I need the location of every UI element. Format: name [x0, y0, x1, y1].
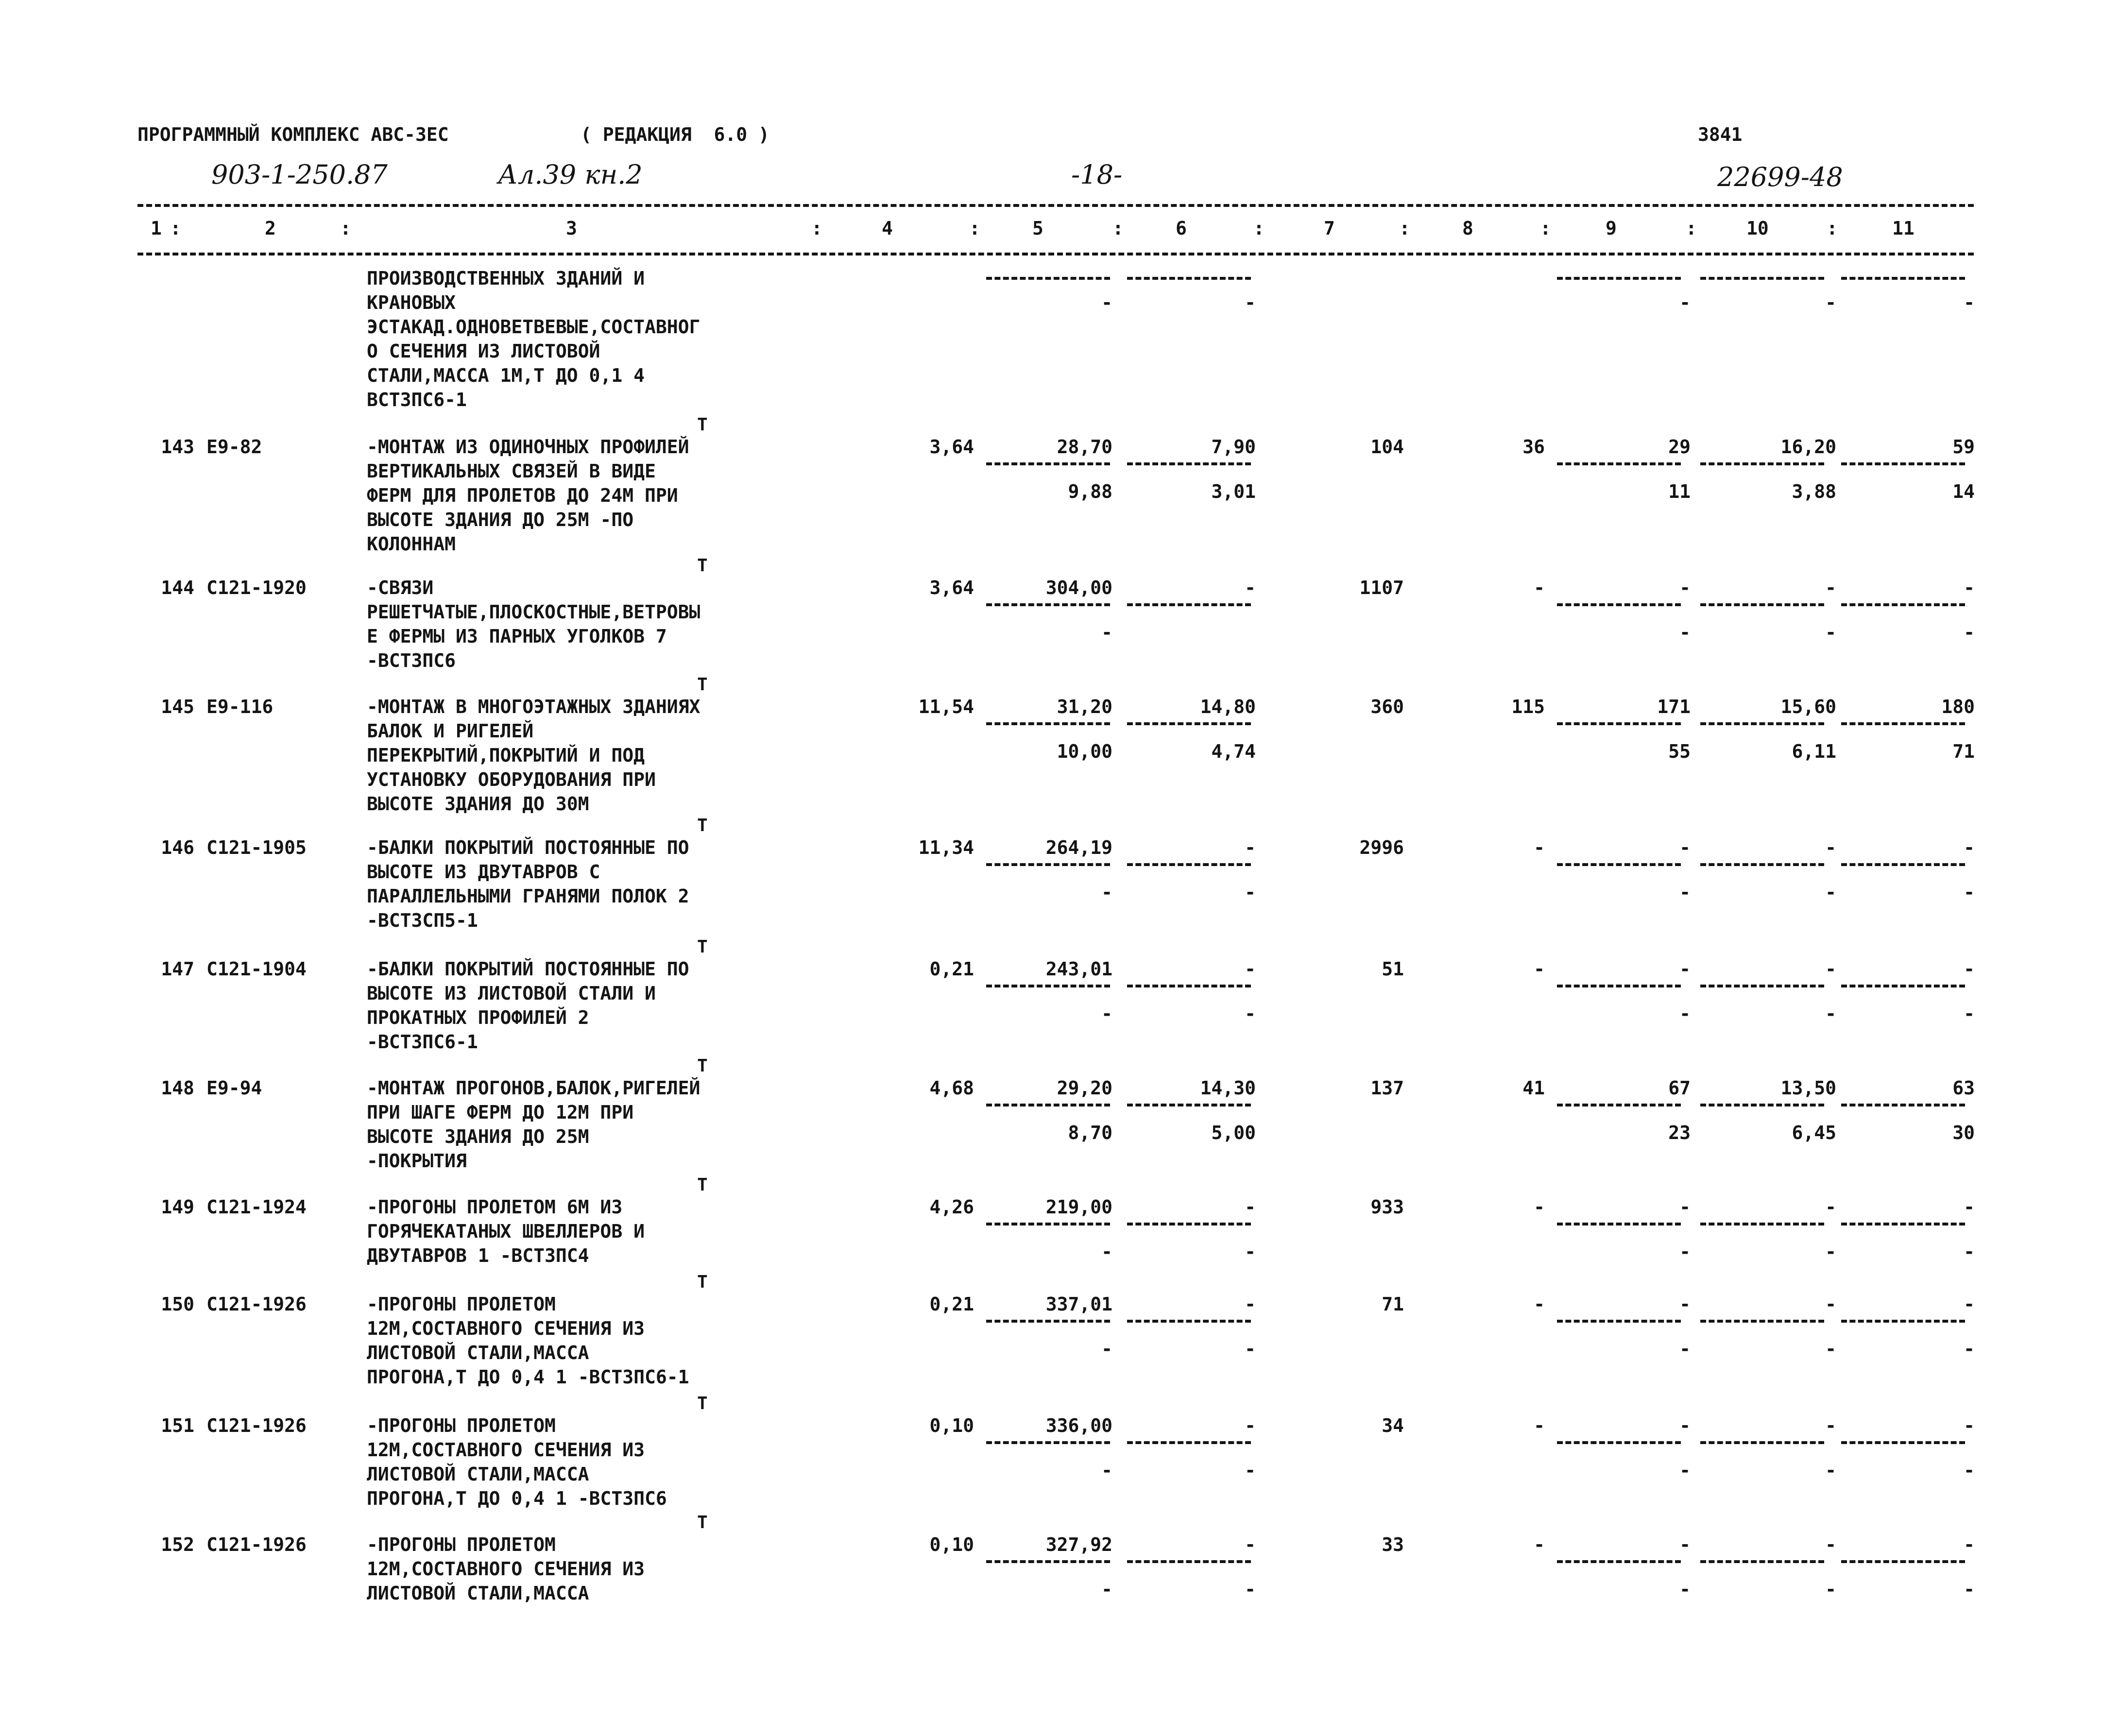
value-c8: - [1534, 837, 1545, 858]
row-number: 148 [161, 1077, 194, 1099]
rule-col6 [1127, 1441, 1251, 1444]
rule-col5 [986, 1320, 1110, 1323]
rule-col5 [986, 1223, 1110, 1225]
value-c9: - [1679, 1196, 1691, 1218]
row-code: Е9-94 [206, 1077, 262, 1099]
rule-col9 [1557, 603, 1681, 606]
column-number: 1 [151, 218, 162, 239]
rule-col9 [1557, 1223, 1681, 1225]
value-c10-second: 6,45 [1792, 1122, 1836, 1143]
value-c6: - [1245, 837, 1256, 858]
description-line: О СЕЧЕНИЯ ИЗ ЛИСТОВОЙ [367, 340, 600, 362]
column-number: 9 [1606, 218, 1617, 239]
rule-col11 [1841, 462, 1965, 465]
value-c6-second: 5,00 [1211, 1122, 1256, 1143]
value-c10: - [1825, 1415, 1836, 1436]
row-description-line: -БАЛКИ ПОКРЫТИЙ ПОСТОЯННЫЕ ПО [367, 958, 689, 980]
t-marker: Т [697, 415, 708, 435]
value-c5: 219,00 [1045, 1196, 1112, 1218]
row-code: С121-1920 [206, 577, 307, 598]
row-description-line: ПАРАЛЛЕЛЬНЫМИ ГРАНЯМИ ПОЛОК 2 [367, 885, 689, 907]
value-c11-second: - [1964, 1579, 1975, 1600]
row-number: 146 [161, 837, 194, 858]
value-c9-second: - [1679, 1241, 1691, 1262]
rule-col10 [1700, 1560, 1824, 1563]
t-marker: Т [697, 937, 708, 957]
rule-col6 [1127, 277, 1251, 280]
value-c9-second: - [1679, 622, 1691, 643]
value-c6-second: - [1245, 1579, 1256, 1600]
value-c8: - [1534, 1293, 1545, 1315]
row-description-line: Е ФЕРМЫ ИЗ ПАРНЫХ УГОЛКОВ 7 [367, 626, 667, 647]
value-c6-second: - [1245, 1460, 1256, 1481]
value-c9-second: 23 [1668, 1122, 1691, 1143]
row-description-line: -ПРОГОНЫ ПРОЛЕТОМ [367, 1293, 556, 1315]
value-c4: 0,21 [929, 958, 974, 980]
rule-col5 [986, 1560, 1110, 1563]
column-number: 2 [265, 218, 276, 239]
row-description-line: ВЫСОТЕ ЗДАНИЯ ДО 25М -ПО [367, 509, 634, 530]
value-c9: 67 [1668, 1077, 1691, 1099]
value-c11: 180 [1941, 696, 1975, 717]
value-c4: 4,68 [929, 1077, 974, 1099]
value-c8: 36 [1522, 436, 1545, 458]
value-c10-second: - [1825, 1241, 1836, 1262]
t-marker: Т [697, 1394, 708, 1413]
value-c11: - [1964, 837, 1975, 858]
value-c11: 59 [1952, 436, 1975, 458]
page-code: 3841 [1698, 124, 1743, 145]
row-description-line: БАЛОК И РИГЕЛЕЙ [367, 720, 534, 742]
row-description-line: 12М,СОСТАВНОГО СЕЧЕНИЯ ИЗ [367, 1318, 645, 1339]
rule-col9 [1557, 985, 1681, 987]
value-c6-second: - [1245, 1003, 1256, 1024]
value-c5: 31,20 [1057, 696, 1112, 717]
rule-col5 [986, 462, 1110, 465]
value-c4: 0,10 [929, 1534, 974, 1555]
value-c8: 41 [1522, 1077, 1545, 1099]
value-c9-second: 55 [1668, 741, 1691, 762]
row-number: 145 [161, 696, 194, 717]
rule-col11 [1841, 985, 1965, 987]
value-c8: - [1534, 958, 1545, 980]
t-marker: Т [697, 1272, 708, 1292]
column-number: 8 [1462, 218, 1473, 239]
row-description-line: ДВУТАВРОВ 1 -ВСТ3ПС4 [367, 1245, 589, 1266]
row-description-line: ВЫСОТЕ ЗДАНИЯ ДО 30М [367, 793, 589, 815]
t-marker: Т [697, 816, 708, 835]
value-c5: 327,92 [1045, 1534, 1112, 1555]
column-number: 6 [1176, 218, 1187, 239]
value-c10-second: - [1825, 882, 1836, 903]
rule-col6 [1127, 1223, 1251, 1225]
row-number: 152 [161, 1534, 194, 1555]
row-description-line: ВЫСОТЕ ИЗ ДВУТАВРОВ С [367, 861, 600, 883]
value-c8: - [1534, 577, 1545, 598]
rule-col5 [986, 1441, 1110, 1444]
row-description-line: -МОНТАЖ ИЗ ОДИНОЧНЫХ ПРОФИЛЕЙ [367, 436, 689, 458]
page-number: -18- [1071, 159, 1123, 190]
rule-col11 [1841, 277, 1965, 280]
rule-col5 [986, 277, 1110, 280]
rule-col10 [1700, 603, 1824, 606]
value-c6: - [1245, 1415, 1256, 1436]
value-c9-second: 11 [1668, 481, 1691, 502]
value-c10-second: - [1825, 1003, 1836, 1024]
value-c4: 0,21 [929, 1293, 974, 1315]
description-line: ПРОИЗВОДСТВЕННЫХ ЗДАНИЙ И [367, 268, 645, 289]
value-c6: 14,30 [1200, 1077, 1256, 1099]
rule-col10 [1700, 863, 1824, 866]
value-c4: 11,34 [918, 837, 974, 858]
value-c10: 13,50 [1780, 1077, 1836, 1099]
value-c4: 3,64 [929, 436, 974, 458]
t-marker: Т [697, 1175, 708, 1195]
value-c6-second: - [1245, 882, 1256, 903]
value-c9-second: - [1679, 1338, 1691, 1360]
value-c8: 115 [1511, 696, 1545, 717]
value-dash: - [1679, 292, 1691, 313]
row-description-line: ПЕРЕКРЫТИЙ,ПОКРЫТИЙ И ПОД [367, 745, 645, 766]
value-c11-second: - [1964, 1241, 1975, 1262]
value-c5-second: - [1101, 1460, 1112, 1481]
row-description-line: ГОРЯЧЕКАТАНЫХ ШВЕЛЛЕРОВ И [367, 1221, 645, 1242]
column-separator: : [1540, 218, 1551, 239]
value-c10-second: - [1825, 1460, 1836, 1481]
value-c10-second: - [1825, 622, 1836, 643]
rule-col10 [1700, 1441, 1824, 1444]
value-c4: 4,26 [929, 1196, 974, 1218]
value-c5-second: - [1101, 622, 1112, 643]
rule-col6 [1127, 722, 1251, 725]
value-c7: 2996 [1359, 837, 1404, 858]
value-c4: 3,64 [929, 577, 974, 598]
value-c9: - [1679, 958, 1691, 980]
row-description-line: 12М,СОСТАВНОГО СЕЧЕНИЯ ИЗ [367, 1439, 645, 1461]
rule-col6 [1127, 603, 1251, 606]
value-c10-second: 6,11 [1792, 741, 1836, 762]
value-c6: 14,80 [1200, 696, 1256, 717]
value-c11: - [1964, 958, 1975, 980]
row-description-line: ПРОГОНА,Т ДО 0,4 1 -ВСТ3ПС6 [367, 1488, 667, 1509]
value-c11-second: - [1964, 622, 1975, 643]
t-marker: Т [697, 556, 708, 576]
value-c11-second: 71 [1952, 741, 1975, 762]
value-c9: - [1679, 1293, 1691, 1315]
value-c9: - [1679, 1534, 1691, 1555]
value-c5: 28,70 [1057, 436, 1112, 458]
row-number: 143 [161, 436, 194, 458]
value-c4: 0,10 [929, 1415, 974, 1436]
value-c7: 33 [1382, 1534, 1404, 1555]
rule-col5 [986, 603, 1110, 606]
column-separator: : [1399, 218, 1410, 239]
row-description-line: -ВСТ3ПС6 [367, 650, 456, 671]
rule-col11 [1841, 863, 1965, 866]
row-number: 147 [161, 958, 194, 980]
row-description-line: -БАЛКИ ПОКРЫТИЙ ПОСТОЯННЫЕ ПО [367, 837, 689, 858]
value-c5-second: 8,70 [1068, 1122, 1112, 1143]
value-c9: 171 [1657, 696, 1691, 717]
value-c10: - [1825, 1293, 1836, 1315]
value-c11: - [1964, 1415, 1975, 1436]
description-line: СТАЛИ,МАССА 1М,Т ДО 0,1 4 [367, 365, 645, 386]
row-description-line: -МОНТАЖ В МНОГОЭТАЖНЫХ ЗДАНИЯХ [367, 696, 701, 717]
rule-col10 [1700, 462, 1824, 465]
value-c10: 15,60 [1780, 696, 1836, 717]
value-c6: - [1245, 1293, 1256, 1315]
rule-col10 [1700, 1320, 1824, 1323]
rule-col9 [1557, 1560, 1681, 1563]
rule-col6 [1127, 462, 1251, 465]
row-description-line: КОЛОННАМ [367, 533, 456, 555]
program-title: ПРОГРАММНЫЙ КОМПЛЕКС АВС-3ЕС [137, 124, 449, 145]
value-c7: 104 [1370, 436, 1404, 458]
value-c7: 71 [1382, 1293, 1404, 1315]
value-c10-second: - [1825, 1579, 1836, 1600]
value-c11-second: - [1964, 1003, 1975, 1024]
t-marker: Т [697, 1513, 708, 1532]
album-reference: Ал.39 кн.2 [498, 159, 643, 190]
value-c6-second: - [1245, 1338, 1256, 1360]
value-c9: - [1679, 1415, 1691, 1436]
rule-col9 [1557, 277, 1681, 280]
row-description-line: -ПРОГОНЫ ПРОЛЕТОМ [367, 1534, 556, 1555]
rule-col10 [1700, 1223, 1824, 1225]
header-rule-top [137, 204, 1974, 207]
value-c11: - [1964, 1196, 1975, 1218]
value-c5: 304,00 [1045, 577, 1112, 598]
value-c6: - [1245, 1534, 1256, 1555]
value-c11: 63 [1952, 1077, 1975, 1099]
row-description-line: ЛИСТОВОЙ СТАЛИ,МАССА [367, 1342, 589, 1363]
value-c6-second: - [1245, 1241, 1256, 1262]
value-c8: - [1534, 1415, 1545, 1436]
value-c6-second: 4,74 [1211, 741, 1256, 762]
value-c5: 336,00 [1045, 1415, 1112, 1436]
row-number: 144 [161, 577, 194, 598]
value-c11: - [1964, 1534, 1975, 1555]
row-description-line: ПРОГОНА,Т ДО 0,4 1 -ВСТ3ПС6-1 [367, 1366, 689, 1388]
value-c6: 7,90 [1211, 436, 1256, 458]
value-c10: - [1825, 958, 1836, 980]
row-description-line: ЛИСТОВОЙ СТАЛИ,МАССА [367, 1464, 589, 1485]
row-description-line: -СВЯЗИ [367, 577, 434, 598]
description-line: КРАНОВЫХ [367, 292, 456, 313]
archive-number: 22699-48 [1717, 162, 1843, 192]
edition-label: ( РЕДАКЦИЯ 6.0 ) [581, 124, 769, 145]
rule-col11 [1841, 722, 1965, 725]
value-c5-second: - [1101, 882, 1112, 903]
row-code: Е9-82 [206, 436, 262, 458]
column-number: 7 [1324, 218, 1335, 239]
row-description-line: ПРОКАТНЫХ ПРОФИЛЕЙ 2 [367, 1007, 589, 1028]
value-c11-second: - [1964, 882, 1975, 903]
rule-col10 [1700, 722, 1824, 725]
column-number: 4 [882, 218, 893, 239]
t-marker: Т [697, 1056, 708, 1076]
column-separator: : [1112, 218, 1124, 239]
value-c7: 360 [1370, 696, 1404, 717]
value-c7: 933 [1370, 1196, 1404, 1218]
value-c6: - [1245, 1196, 1256, 1218]
row-description-line: -ПОКРЫТИЯ [367, 1150, 467, 1172]
column-separator: : [340, 218, 351, 239]
rule-col10 [1700, 985, 1824, 987]
rule-col11 [1841, 603, 1965, 606]
row-number: 150 [161, 1293, 194, 1315]
row-code: С121-1924 [206, 1196, 307, 1218]
header-rule-bottom [137, 253, 1974, 255]
value-c6: - [1245, 958, 1256, 980]
row-description-line: ФЕРМ ДЛЯ ПРОЛЕТОВ ДО 24М ПРИ [367, 485, 678, 506]
value-c11-second: - [1964, 1338, 1975, 1360]
rule-col10 [1700, 1104, 1824, 1106]
rule-col6 [1127, 863, 1251, 866]
value-c11-second: 14 [1952, 481, 1975, 502]
t-marker: Т [697, 675, 708, 695]
row-description-line: -ПРОГОНЫ ПРОЛЕТОМ [367, 1415, 556, 1436]
row-description-line: -МОНТАЖ ПРОГОНОВ,БАЛОК,РИГЕЛЕЙ [367, 1077, 701, 1099]
value-c10: 16,20 [1780, 436, 1836, 458]
value-c8: - [1534, 1196, 1545, 1218]
row-description-line: ВЫСОТЕ ИЗ ЛИСТОВОЙ СТАЛИ И [367, 983, 656, 1004]
value-dash: - [1825, 292, 1836, 313]
value-dash: - [1964, 292, 1975, 313]
doc-number: 903-1-250.87 [211, 159, 388, 190]
value-c9: - [1679, 837, 1691, 858]
column-separator: : [969, 218, 980, 239]
rule-col5 [986, 863, 1110, 866]
row-description-line: ВЕРТИКАЛЬНЫХ СВЯЗЕЙ В ВИДЕ [367, 460, 656, 482]
column-number: 11 [1892, 218, 1915, 239]
value-c9: - [1679, 577, 1691, 598]
value-dash: - [1245, 292, 1256, 313]
value-c9-second: - [1679, 1460, 1691, 1481]
value-c6-second: 3,01 [1211, 481, 1256, 502]
column-separator: : [1253, 218, 1265, 239]
value-c11: - [1964, 577, 1975, 598]
row-code: С121-1905 [206, 837, 307, 858]
row-description-line: -ПРОГОНЫ ПРОЛЕТОМ 6М ИЗ [367, 1196, 623, 1218]
value-c10-second: - [1825, 1338, 1836, 1360]
value-c5: 29,20 [1057, 1077, 1112, 1099]
row-description-line: ВЫСОТЕ ЗДАНИЯ ДО 25М [367, 1126, 589, 1147]
value-c9: 29 [1668, 436, 1691, 458]
value-c7: 137 [1370, 1077, 1404, 1099]
rule-col11 [1841, 1104, 1965, 1106]
value-c11-second: - [1964, 1460, 1975, 1481]
rule-col11 [1841, 1560, 1965, 1563]
row-code: С121-1926 [206, 1293, 307, 1315]
column-separator: : [1686, 218, 1697, 239]
rule-col6 [1127, 985, 1251, 987]
rule-col9 [1557, 1320, 1681, 1323]
value-c8: - [1534, 1534, 1545, 1555]
value-c9-second: - [1679, 882, 1691, 903]
rule-col9 [1557, 462, 1681, 465]
value-c6: - [1245, 577, 1256, 598]
row-description-line: -ВСТ3ПС6-1 [367, 1031, 478, 1053]
value-dash: - [1101, 292, 1112, 313]
row-code: Е9-116 [206, 696, 274, 717]
rule-col10 [1700, 277, 1824, 280]
value-c5-second: 9,88 [1068, 481, 1112, 502]
row-code: С121-1904 [206, 958, 307, 980]
value-c4: 11,54 [918, 696, 974, 717]
rule-col5 [986, 722, 1110, 725]
value-c10: - [1825, 577, 1836, 598]
column-number: 3 [566, 218, 577, 239]
rule-col9 [1557, 1441, 1681, 1444]
rule-col6 [1127, 1560, 1251, 1563]
rule-col9 [1557, 1104, 1681, 1106]
row-description-line: -ВСТ3СП5-1 [367, 910, 478, 931]
rule-col9 [1557, 722, 1681, 725]
column-separator: : [1827, 218, 1838, 239]
value-c7: 51 [1382, 958, 1404, 980]
value-c5-second: - [1101, 1338, 1112, 1360]
value-c9-second: - [1679, 1003, 1691, 1024]
rule-col5 [986, 985, 1110, 987]
row-description-line: ПРИ ШАГЕ ФЕРМ ДО 12М ПРИ [367, 1102, 634, 1123]
rule-col11 [1841, 1223, 1965, 1225]
row-code: С121-1926 [206, 1415, 307, 1436]
row-number: 151 [161, 1415, 194, 1436]
value-c10: - [1825, 837, 1836, 858]
column-number: 10 [1746, 218, 1769, 239]
column-separator: : [811, 218, 822, 239]
value-c10: - [1825, 1534, 1836, 1555]
row-description-line: ЛИСТОВОЙ СТАЛИ,МАССА [367, 1583, 589, 1604]
value-c7: 1107 [1359, 577, 1404, 598]
value-c5: 337,01 [1045, 1293, 1112, 1315]
value-c7: 34 [1382, 1415, 1404, 1436]
column-number: 5 [1032, 218, 1043, 239]
value-c5-second: 10,00 [1057, 741, 1112, 762]
row-description-line: 12М,СОСТАВНОГО СЕЧЕНИЯ ИЗ [367, 1558, 645, 1580]
description-line: ЭСТАКАД.ОДНОВЕТВЕВЫЕ,СОСТАВНОГ [367, 316, 701, 338]
value-c5: 243,01 [1045, 958, 1112, 980]
value-c10-second: 3,88 [1792, 481, 1836, 502]
value-c5-second: - [1101, 1241, 1112, 1262]
value-c5-second: - [1101, 1579, 1112, 1600]
row-code: С121-1926 [206, 1534, 307, 1555]
row-description-line: РЕШЕТЧАТЫЕ,ПЛОСКОСТНЫЕ,ВЕТРОВЫ [367, 601, 701, 623]
rule-col6 [1127, 1104, 1251, 1106]
description-line: ВСТ3ПС6-1 [367, 389, 467, 410]
row-description-line: УСТАНОВКУ ОБОРУДОВАНИЯ ПРИ [367, 769, 656, 790]
value-c11-second: 30 [1952, 1122, 1975, 1143]
value-c9-second: - [1679, 1579, 1691, 1600]
rule-col6 [1127, 1320, 1251, 1323]
rule-col11 [1841, 1441, 1965, 1444]
rule-col9 [1557, 863, 1681, 866]
row-number: 149 [161, 1196, 194, 1218]
value-c10: - [1825, 1196, 1836, 1218]
value-c11: - [1964, 1293, 1975, 1315]
rule-col5 [986, 1104, 1110, 1106]
value-c5: 264,19 [1045, 837, 1112, 858]
rule-col11 [1841, 1320, 1965, 1323]
value-c5-second: - [1101, 1003, 1112, 1024]
column-separator: : [170, 218, 181, 239]
